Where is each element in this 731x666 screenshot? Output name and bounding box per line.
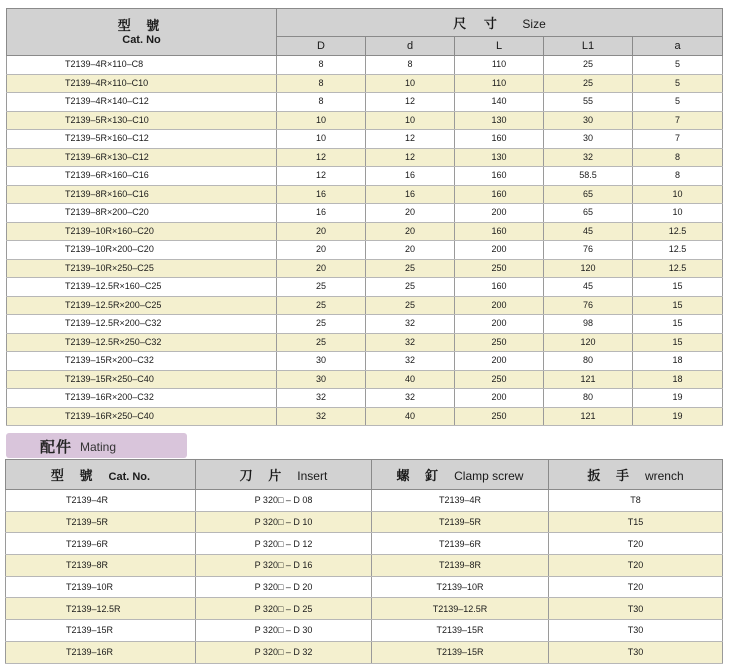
table-row — [6, 641, 723, 663]
size-table-body — [7, 56, 723, 426]
size-cell-d: 8 — [366, 56, 455, 75]
mating-cat-no-cell: T2139–10R — [6, 576, 196, 598]
size-cell-d: 20 — [366, 204, 455, 223]
size-cell-L1: 55 — [544, 93, 633, 112]
cat-no-cell: T2139–15R×200–C32 — [7, 352, 277, 371]
column-header-a: a — [633, 37, 723, 56]
size-cell-L: 110 — [455, 74, 544, 93]
size-cell-L1: 45 — [544, 222, 633, 241]
table-row — [7, 241, 723, 260]
size-cell-L: 160 — [455, 185, 544, 204]
cat-no-cell: T2139–15R×250–C40 — [7, 370, 277, 389]
mating-table-body — [6, 490, 723, 664]
size-cell-L1: 120 — [544, 333, 633, 352]
table-row — [7, 93, 723, 112]
size-cell-L: 200 — [455, 241, 544, 260]
size-cell-L1: 32 — [544, 148, 633, 167]
size-cell-L1: 80 — [544, 389, 633, 408]
mating-label-en: Mating — [80, 440, 117, 454]
cat-no-cell: T2139–8R×160–C16 — [7, 185, 277, 204]
table-row — [7, 333, 723, 352]
size-cell-L: 200 — [455, 296, 544, 315]
mating-wrench-cell: T20 — [549, 576, 723, 598]
size-cell-a: 15 — [633, 278, 723, 297]
mating-insert-cell: P 320□ – D 08 — [196, 490, 372, 512]
size-cell-D: 16 — [277, 185, 366, 204]
size-cell-d: 40 — [366, 407, 455, 426]
mating-clamp-screw-cell: T2139–8R — [372, 555, 549, 577]
mating-header-wrench-en: wrench — [644, 469, 684, 483]
table-row — [7, 74, 723, 93]
size-cell-d: 12 — [366, 130, 455, 149]
size-cell-a: 18 — [633, 352, 723, 371]
size-cell-D: 12 — [277, 167, 366, 186]
size-cell-D: 8 — [277, 74, 366, 93]
mating-header-insert-zh: 刀 片 — [239, 468, 288, 483]
size-cell-a: 19 — [633, 407, 723, 426]
table-row — [6, 620, 723, 642]
size-cell-D: 32 — [277, 389, 366, 408]
size-cell-d: 12 — [366, 148, 455, 167]
cat-no-cell: T2139–10R×250–C25 — [7, 259, 277, 278]
size-table — [6, 8, 723, 426]
size-cell-L: 140 — [455, 93, 544, 112]
mating-cat-no-cell: T2139–8R — [6, 555, 196, 577]
size-cell-L: 160 — [455, 167, 544, 186]
size-cell-d: 16 — [366, 167, 455, 186]
size-cell-d: 25 — [366, 278, 455, 297]
size-cell-D: 8 — [277, 56, 366, 75]
mating-header-clamp-screw-zh: 螺 釘 — [396, 468, 445, 483]
size-cell-a: 15 — [633, 333, 723, 352]
mating-cat-no-cell: T2139–16R — [6, 641, 196, 663]
size-cell-a: 8 — [633, 148, 723, 167]
table-row — [7, 185, 723, 204]
size-cell-L1: 76 — [544, 296, 633, 315]
table-row — [7, 407, 723, 426]
size-cell-L1: 120 — [544, 259, 633, 278]
mating-cat-no-cell: T2139–5R — [6, 511, 196, 533]
size-cell-d: 40 — [366, 370, 455, 389]
table-row — [6, 576, 723, 598]
size-cell-L1: 25 — [544, 74, 633, 93]
mating-section-label — [6, 433, 187, 458]
mating-cat-no-cell: T2139–6R — [6, 533, 196, 555]
size-cell-L: 110 — [455, 56, 544, 75]
mating-cat-no-cell: T2139–4R — [6, 490, 196, 512]
size-cell-a: 10 — [633, 204, 723, 223]
size-cell-L1: 76 — [544, 241, 633, 260]
cat-no-cell: T2139–8R×200–C20 — [7, 204, 277, 223]
mating-insert-cell: P 320□ – D 10 — [196, 511, 372, 533]
table-row — [7, 56, 723, 75]
size-cell-D: 30 — [277, 370, 366, 389]
size-cell-a: 12.5 — [633, 222, 723, 241]
size-cell-d: 10 — [366, 111, 455, 130]
size-cell-L: 200 — [455, 204, 544, 223]
table-row — [6, 555, 723, 577]
table-row — [7, 222, 723, 241]
size-header-en: Size — [522, 17, 546, 31]
size-header — [277, 9, 723, 37]
cat-no-cell: T2139–10R×160–C20 — [7, 222, 277, 241]
cat-no-header-zh: 型 號 — [117, 17, 166, 33]
table-row — [6, 598, 723, 620]
size-cell-a: 12.5 — [633, 259, 723, 278]
cat-no-cell: T2139–12.5R×200–C25 — [7, 296, 277, 315]
mating-clamp-screw-cell: T2139–4R — [372, 490, 549, 512]
mating-clamp-screw-cell: T2139–10R — [372, 576, 549, 598]
size-cell-d: 16 — [366, 185, 455, 204]
size-cell-L1: 121 — [544, 407, 633, 426]
size-cell-D: 30 — [277, 352, 366, 371]
cat-no-cell: T2139–16R×200–C32 — [7, 389, 277, 408]
mating-header-cat-no-zh: 型 號 — [50, 468, 99, 483]
size-cell-a: 15 — [633, 315, 723, 334]
mating-header-insert-en: Insert — [297, 469, 328, 483]
size-cell-a: 18 — [633, 370, 723, 389]
mating-insert-cell: P 320□ – D 32 — [196, 641, 372, 663]
mating-cat-no-cell: T2139–12.5R — [6, 598, 196, 620]
mating-wrench-cell: T8 — [549, 490, 723, 512]
mating-cat-no-cell: T2139–15R — [6, 620, 196, 642]
mating-clamp-screw-cell: T2139–15R — [372, 641, 549, 663]
cat-no-cell: T2139–12.5R×160–C25 — [7, 278, 277, 297]
cat-no-cell: T2139–6R×130–C12 — [7, 148, 277, 167]
mating-clamp-screw-cell: T2139–5R — [372, 511, 549, 533]
size-cell-D: 20 — [277, 259, 366, 278]
size-cell-D: 10 — [277, 130, 366, 149]
size-cell-a: 5 — [633, 56, 723, 75]
size-cell-L: 200 — [455, 389, 544, 408]
table-row — [7, 259, 723, 278]
size-cell-L1: 25 — [544, 56, 633, 75]
column-header-L1: L1 — [544, 37, 633, 56]
size-cell-a: 5 — [633, 93, 723, 112]
size-cell-L1: 80 — [544, 352, 633, 371]
size-cell-d: 25 — [366, 296, 455, 315]
mating-header-clamp-screw-en: Clamp screw — [454, 469, 524, 483]
cat-no-cell: T2139–4R×140–C12 — [7, 93, 277, 112]
table-row — [7, 370, 723, 389]
cat-no-header — [7, 9, 277, 56]
cat-no-cell: T2139–6R×160–C16 — [7, 167, 277, 186]
size-cell-a: 15 — [633, 296, 723, 315]
size-cell-D: 32 — [277, 407, 366, 426]
mating-clamp-screw-cell: T2139–6R — [372, 533, 549, 555]
table-row — [7, 130, 723, 149]
size-cell-L1: 58.5 — [544, 167, 633, 186]
table-row — [7, 389, 723, 408]
size-cell-L: 160 — [455, 278, 544, 297]
size-cell-d: 10 — [366, 74, 455, 93]
mating-insert-cell: P 320□ – D 25 — [196, 598, 372, 620]
size-cell-L1: 65 — [544, 204, 633, 223]
mating-clamp-screw-cell: T2139–15R — [372, 620, 549, 642]
mating-header-cat-no-en: Cat. No. — [108, 471, 151, 483]
size-cell-L1: 121 — [544, 370, 633, 389]
size-cell-D: 25 — [277, 278, 366, 297]
size-cell-L1: 98 — [544, 315, 633, 334]
table-row — [6, 533, 723, 555]
size-cell-D: 16 — [277, 204, 366, 223]
mating-wrench-cell: T30 — [549, 641, 723, 663]
mating-wrench-cell: T30 — [549, 620, 723, 642]
size-cell-d: 12 — [366, 93, 455, 112]
mating-wrench-cell: T15 — [549, 511, 723, 533]
size-cell-a: 12.5 — [633, 241, 723, 260]
size-cell-d: 32 — [366, 389, 455, 408]
mating-wrench-cell: T20 — [549, 555, 723, 577]
mating-insert-cell: P 320□ – D 30 — [196, 620, 372, 642]
size-cell-D: 25 — [277, 333, 366, 352]
cat-no-cell: T2139–12.5R×200–C32 — [7, 315, 277, 334]
table-row — [7, 111, 723, 130]
size-cell-d: 32 — [366, 333, 455, 352]
mating-header-wrench-zh: 扳 手 — [587, 468, 635, 483]
table-row — [6, 511, 723, 533]
cat-no-cell: T2139–4R×110–C8 — [7, 56, 277, 75]
mating-header-insert — [196, 460, 372, 490]
mating-clamp-screw-cell: T2139–12.5R — [372, 598, 549, 620]
size-cell-a: 7 — [633, 130, 723, 149]
mating-wrench-cell: T30 — [549, 598, 723, 620]
size-cell-a: 19 — [633, 389, 723, 408]
size-cell-d: 20 — [366, 222, 455, 241]
cat-no-cell: T2139–5R×160–C12 — [7, 130, 277, 149]
size-cell-L: 250 — [455, 370, 544, 389]
table-row — [7, 167, 723, 186]
table-row — [6, 490, 723, 512]
size-cell-L: 130 — [455, 148, 544, 167]
size-cell-d: 20 — [366, 241, 455, 260]
size-cell-D: 25 — [277, 315, 366, 334]
mating-insert-cell: P 320□ – D 16 — [196, 555, 372, 577]
size-cell-D: 8 — [277, 93, 366, 112]
size-cell-D: 20 — [277, 241, 366, 260]
mating-wrench-cell: T20 — [549, 533, 723, 555]
mating-header-wrench — [549, 460, 723, 490]
mating-header-cat-no — [6, 460, 196, 490]
size-cell-a: 8 — [633, 167, 723, 186]
cat-no-cell: T2139–10R×200–C20 — [7, 241, 277, 260]
size-cell-d: 32 — [366, 352, 455, 371]
size-cell-L: 200 — [455, 315, 544, 334]
size-cell-L: 160 — [455, 222, 544, 241]
size-cell-D: 12 — [277, 148, 366, 167]
size-cell-L: 200 — [455, 352, 544, 371]
size-cell-L: 130 — [455, 111, 544, 130]
table-row — [7, 148, 723, 167]
cat-no-cell: T2139–16R×250–C40 — [7, 407, 277, 426]
mating-table — [5, 459, 723, 664]
size-cell-L: 250 — [455, 259, 544, 278]
size-cell-a: 7 — [633, 111, 723, 130]
size-cell-L: 160 — [455, 130, 544, 149]
table-row — [7, 296, 723, 315]
size-cell-d: 25 — [366, 259, 455, 278]
table-row — [7, 352, 723, 371]
cat-no-cell: T2139–5R×130–C10 — [7, 111, 277, 130]
size-cell-L1: 45 — [544, 278, 633, 297]
table-row — [7, 278, 723, 297]
size-cell-D: 20 — [277, 222, 366, 241]
cat-no-cell: T2139–12.5R×250–C32 — [7, 333, 277, 352]
size-cell-L: 250 — [455, 407, 544, 426]
size-cell-a: 10 — [633, 185, 723, 204]
cat-no-cell: T2139–4R×110–C10 — [7, 74, 277, 93]
size-cell-L1: 30 — [544, 111, 633, 130]
column-header-d: d — [366, 37, 455, 56]
column-header-L: L — [455, 37, 544, 56]
size-cell-L1: 30 — [544, 130, 633, 149]
size-cell-a: 5 — [633, 74, 723, 93]
cat-no-header-en: Cat. No — [122, 33, 161, 46]
column-header-D: D — [277, 37, 366, 56]
size-header-zh: 尺 寸 — [453, 16, 504, 31]
table-row — [7, 204, 723, 223]
size-cell-L: 250 — [455, 333, 544, 352]
size-cell-L1: 65 — [544, 185, 633, 204]
mating-insert-cell: P 320□ – D 20 — [196, 576, 372, 598]
mating-insert-cell: P 320□ – D 12 — [196, 533, 372, 555]
mating-header-clamp-screw — [372, 460, 549, 490]
mating-label-zh: 配件 — [40, 439, 73, 456]
size-cell-D: 10 — [277, 111, 366, 130]
size-cell-D: 25 — [277, 296, 366, 315]
table-row — [7, 315, 723, 334]
size-cell-d: 32 — [366, 315, 455, 334]
